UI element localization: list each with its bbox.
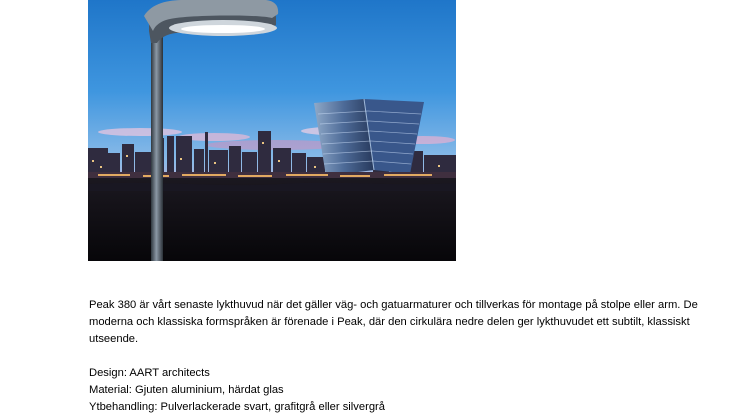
description-paragraph: Peak 380 är vårt senaste lykthuvud när det gäller väg- och gatuarmaturer och tillverkas för montage på stolpe eller arm. De moderna och klassiska formspråken är förenade i Peak, där den cirkulära nedre delen ger lykthuvudet ett subtilt, klassiskt utseende. — [89, 299, 698, 345]
material-spec: Material: Gjuten aluminium, härdat glas — [89, 384, 284, 396]
product-specifications — [89, 365, 709, 416]
product-photo-street-lamp-city-skyline — [88, 0, 456, 261]
design-spec: Design: AART architects — [89, 367, 210, 379]
angled-towers — [314, 99, 424, 176]
finish-spec: Ytbehandling: Pulverlackerade svart, grafitgrå eller silvergrå — [89, 401, 385, 413]
product-description — [89, 297, 709, 348]
